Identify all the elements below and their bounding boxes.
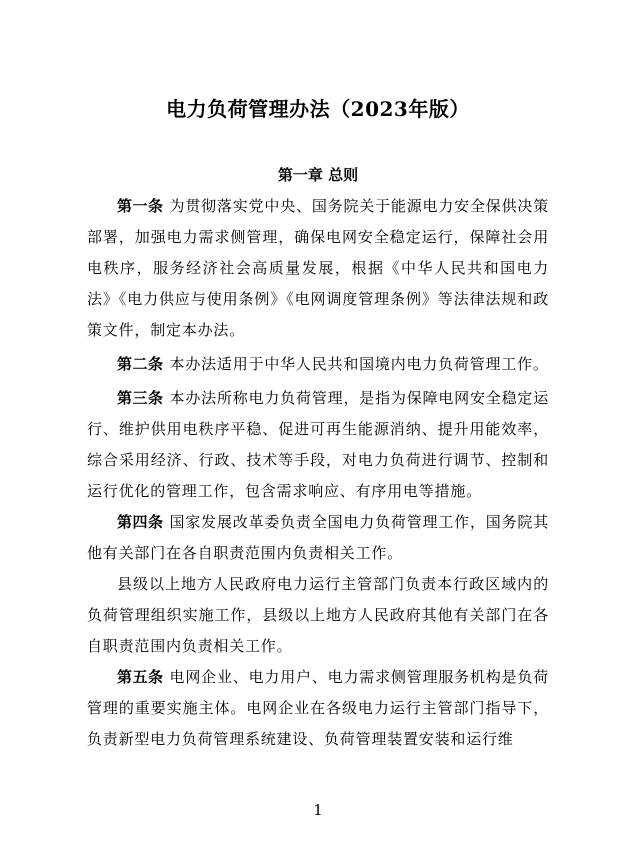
- article-text: 本办法适用于中华人民共和国境内电力负荷管理工作。: [169, 355, 549, 373]
- article-number: 第一条: [117, 197, 164, 215]
- article-paragraph-2: [87, 349, 549, 380]
- page-number: 1: [313, 801, 323, 819]
- article-number: 第二条: [117, 355, 164, 373]
- article-paragraph-5: [87, 569, 549, 662]
- article-number: 第四条: [117, 513, 164, 531]
- body-text: [87, 191, 549, 755]
- article-text: 国家发展改革委负责全国电力负荷管理工作，国务院其他有关部门在各自职责范围内负责相关工作。: [87, 513, 549, 562]
- article-number: 第五条: [117, 668, 164, 686]
- article-paragraph-6: [87, 662, 549, 755]
- article-number: 第三条: [117, 389, 164, 407]
- article-paragraph-1: [87, 191, 549, 346]
- article-text: 本办法所称电力负荷管理，是指为保障电网安全稳定运行、维护供用电秩序平稳、促进可再生能源消纳、提升用能效率，综合采用经济、行政、技术等手段，对电力负荷进行调节、控制和运行优化的管理工作，包含需求响应、有序用电等措施。: [87, 389, 549, 500]
- article-text: 为贯彻落实党中央、国务院关于能源电力安全保供决策部署，加强电力需求侧管理，确保电网安全稳定运行，保障社会用电秩序，服务经济社会高质量发展，根据《中华人民共和国电力法》《电力供应与使用条例》《电网调度管理条例》等法律法规和政策文件，制定本办法。: [87, 197, 549, 339]
- document-title: 电力负荷管理办法（2023年版）: [166, 97, 470, 121]
- article-paragraph-3: [87, 383, 549, 507]
- article-text: 县级以上地方人民政府电力运行主管部门负责本行政区域内的负荷管理组织实施工作，县级以上地方人民政府其他有关部门在各自职责范围内负责相关工作。: [87, 575, 549, 655]
- chapter-heading: 第一章 总则: [277, 166, 359, 184]
- article-paragraph-4: [87, 507, 549, 569]
- article-text: 电网企业、电力用户、电力需求侧管理服务机构是负荷管理的重要实施主体。电网企业在各级电力运行主管部门指导下，负责新型电力负荷管理系统建设、负荷管理装置安装和运行维: [87, 668, 549, 748]
